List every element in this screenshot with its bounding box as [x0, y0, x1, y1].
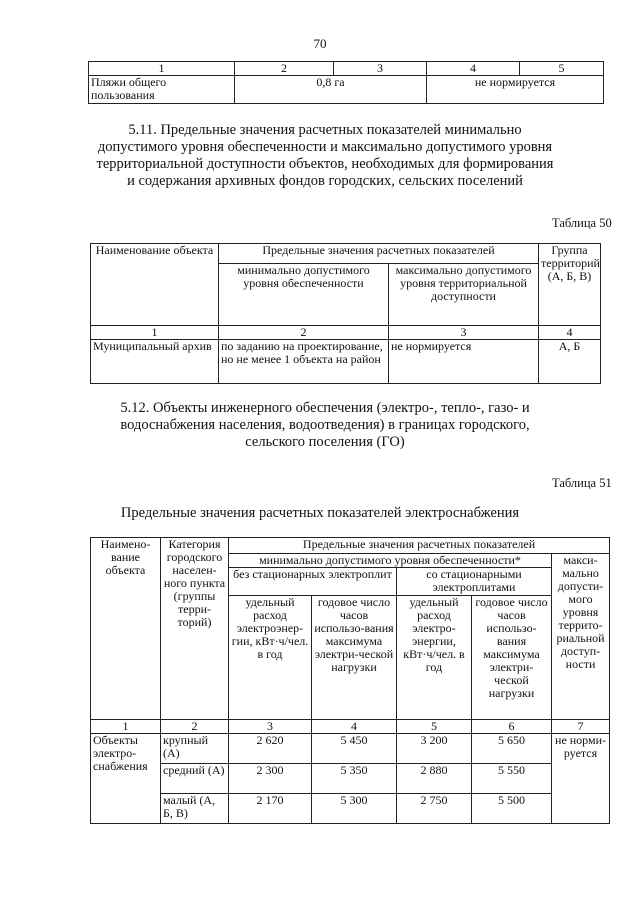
col-num: 4 [312, 720, 397, 734]
col-num: 3 [229, 720, 312, 734]
cell-value: 3 200 [397, 734, 472, 764]
row-object: Объекты электро-снабжения [91, 734, 161, 824]
row-name: Пляжи общего пользования [89, 76, 235, 104]
header-category: Категория городского населен-ного пункта (группы терри-торий) [161, 538, 229, 720]
row-value: 0,8 га [235, 76, 427, 104]
row-min: по заданию на проектирование, но не менее 1 объекта на район [219, 340, 389, 384]
row-category: средний (А) [161, 764, 229, 794]
col-num: 5 [520, 62, 604, 76]
page-number: 70 [313, 36, 327, 51]
col-num: 1 [91, 326, 219, 340]
header-stoves: со стационарными электроплитами [397, 568, 552, 596]
header-limit: Предельные значения расчетных показателей [219, 244, 539, 264]
header-min: минимально допустимого уровня обеспеченности [219, 264, 389, 326]
header-min: минимально допустимого уровня обеспеченности* [229, 554, 552, 568]
header-hours: годовое число часов использо-вания максимума электри-ческой нагрузки [312, 596, 397, 720]
col-num: 5 [397, 720, 472, 734]
cell-value: 2 620 [229, 734, 312, 764]
table-caption-51: Таблица 51 [552, 476, 612, 490]
cell-value: 5 550 [472, 764, 552, 794]
row-norm: не норми-руется [552, 734, 610, 824]
table-51 [90, 537, 610, 824]
header-spec: удельный расход электроэнер-гии, кВт·ч/чел. в год [229, 596, 312, 720]
col-num: 1 [89, 62, 235, 76]
table-continuation [88, 61, 604, 104]
col-num: 6 [472, 720, 552, 734]
col-num: 4 [539, 326, 601, 340]
table-title-51: Предельные значения расчетных показателей электроснабжения [120, 505, 520, 521]
col-num: 1 [91, 720, 161, 734]
header-no-stoves: без стационарных электроплит [229, 568, 397, 596]
section-heading-5-12: 5.12. Объекты инженерного обеспечения (электро-, тепло-, газо- и водоснабжения населения, водоотведения) в границах городского, сельского поселения (ГО) [120, 400, 530, 450]
header-name: Наименование объекта [91, 244, 219, 326]
section-heading-5-11: 5.11. Предельные значения расчетных показателей минимально допустимого уровня обеспеченности и максимально допустимого уровня территориальной доступности объектов, необходимых для формирования и содержания архивных фондов городских, сельских поселений [96, 122, 554, 189]
row-category: малый (А, Б, В) [161, 794, 229, 824]
col-num: 3 [389, 326, 539, 340]
table-caption-50: Таблица 50 [552, 216, 612, 230]
cell-value: 5 500 [472, 794, 552, 824]
col-num: 4 [427, 62, 520, 76]
col-num: 2 [235, 62, 334, 76]
row-max: не нормируется [389, 340, 539, 384]
header-hours: годовое число часов использо-вания максимума электри-ческой нагрузки [472, 596, 552, 720]
header-group: Группа территорий (А, Б, В) [539, 244, 601, 326]
header-max: макси-мально допусти-мого уровня террито-риальной доступ-ности [552, 554, 610, 720]
cell-value: 2 300 [229, 764, 312, 794]
col-num: 2 [219, 326, 389, 340]
row-name: Муниципальный архив [91, 340, 219, 384]
row-norm: не нормируется [427, 76, 604, 104]
table-50 [90, 243, 601, 384]
header-name: Наимено-вание объекта [91, 538, 161, 720]
cell-value: 5 350 [312, 764, 397, 794]
header-limit: Предельные значения расчетных показателей [229, 538, 610, 554]
cell-value: 5 300 [312, 794, 397, 824]
cell-value: 5 450 [312, 734, 397, 764]
col-num: 3 [334, 62, 427, 76]
header-spec: удельный расход электро-энергии, кВт·ч/чел. в год [397, 596, 472, 720]
cell-value: 2 750 [397, 794, 472, 824]
cell-value: 2 880 [397, 764, 472, 794]
row-category: крупный (А) [161, 734, 229, 764]
col-num: 7 [552, 720, 610, 734]
header-max: максимально допустимого уровня территориальной доступности [389, 264, 539, 326]
col-num: 2 [161, 720, 229, 734]
row-group: А, Б [539, 340, 601, 384]
cell-value: 5 650 [472, 734, 552, 764]
cell-value: 2 170 [229, 794, 312, 824]
